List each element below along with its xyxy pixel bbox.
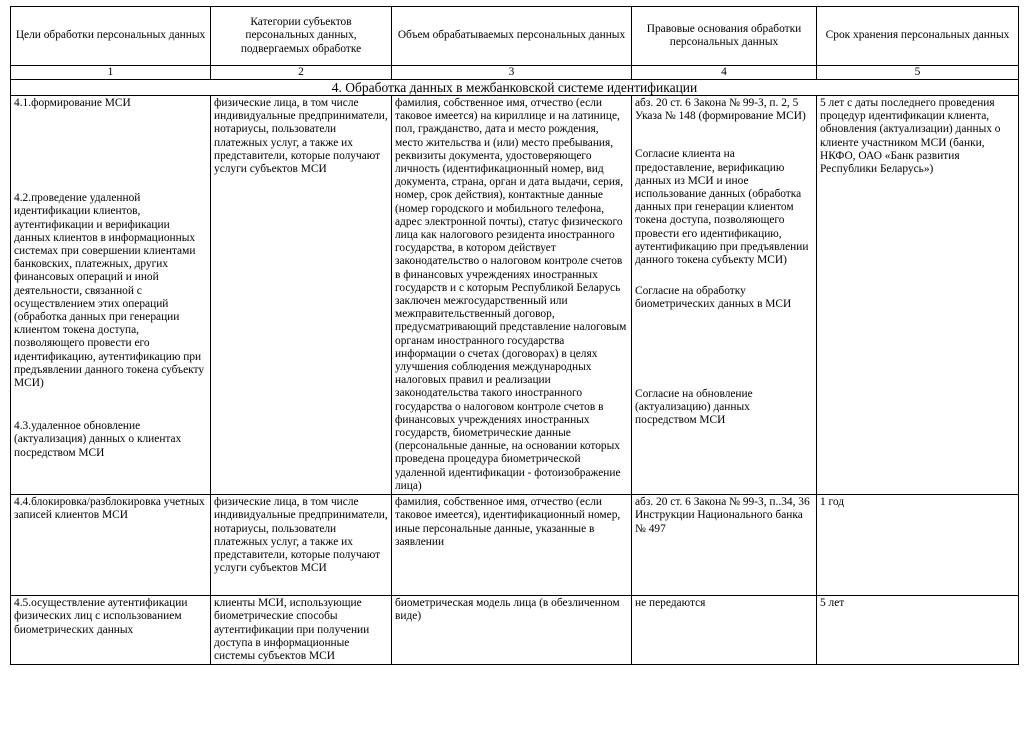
document-page	[10, 6, 1018, 665]
spacer	[14, 110, 207, 192]
header-term: Срок хранения персональных данных	[817, 7, 1019, 66]
purpose-4-2: 4.2.проведение удаленной идентификации клиентов, аутентификации и верификации данных клиентов в информационных системах при совершении клиентами банковских, платежных, других финансовых операций и иной деятельности, связанной с осуществлением этих операций (обработка данных при генерации клиентом токена доступа, позволяющего провести его идентификацию, аутентификацию при предъявлении данного токена субъекту МСИ)	[14, 192, 205, 390]
term-cell: 5 лет	[817, 596, 1019, 665]
subjects-cell: клиенты МСИ, использующие биометрические способы аутентификации при получении доступа в информационные системы субъектов МСИ	[211, 596, 392, 665]
section-row	[11, 80, 1019, 96]
column-number: 1	[11, 66, 211, 80]
legal-cell: не передаются	[632, 596, 817, 665]
table-row	[11, 596, 1019, 665]
section-title: 4. Обработка данных в межбанковской системе идентификации	[11, 80, 1019, 96]
table-row	[11, 495, 1019, 596]
header-volume: Объем обрабатываемых персональных данных	[392, 7, 632, 66]
table-row	[11, 96, 1019, 495]
header-subjects: Категории субъектов персональных данных, подвергаемых обработке	[211, 7, 392, 66]
purpose-cell	[11, 96, 211, 495]
purpose-4-3: 4.3.удаленное обновление (актуализация) данных о клиентах посредством МСИ	[14, 420, 182, 459]
subjects-cell: физические лица, в том числе индивидуальные предприниматели, нотариусы, пользователи платежных услуг, а также их представители, которые получают услуги субъектов МСИ	[211, 495, 392, 596]
legal-basis: абз. 20 ст. 6 Закона № 99-З, п. 2, 5 Указа № 148 (формирование МСИ)	[635, 97, 806, 123]
legal-cell	[632, 96, 817, 495]
volume-cell: биометрическая модель лица (в обезличенном виде)	[392, 596, 632, 665]
term-cell: 1 год	[817, 495, 1019, 596]
term-cell: 5 лет с даты последнего проведения процедур идентификации клиента, обновления (актуализации) данных о клиенте участником МСИ (банки, НКФО, ОАО «Банк развития Республики Беларусь»)	[817, 96, 1019, 495]
purpose-cell: 4.5.осуществление аутентификации физических лиц с использованием биометрических данных	[11, 596, 211, 665]
column-number: 2	[211, 66, 392, 80]
column-number: 5	[817, 66, 1019, 80]
spacer	[635, 267, 813, 285]
spacer	[14, 390, 207, 420]
purpose-4-1: 4.1.формирование МСИ	[14, 97, 131, 109]
header-legal: Правовые основания обработки персональных данных	[632, 7, 817, 66]
subjects-cell: физические лица, в том числе индивидуальные предприниматели, нотариусы, пользователи платежных услуг, а также их представители, которые получают услуги субъектов МСИ	[211, 96, 392, 495]
legal-basis: Согласие клиента на предоставление, верификацию данных из МСИ и иное использование данных (обработка данных при генерации клиентом токена доступа, позволяющего провести его идентификацию, аутентификацию при предъявлении данного токена субъекту МСИ)	[635, 148, 809, 267]
volume-cell: фамилия, собственное имя, отчество (если таковое имеется), идентификационный номер, иные персональные данные, указанные в заявлении	[392, 495, 632, 596]
legal-cell: абз. 20 ст. 6 Закона № 99-З, п..34, 36 Инструкции Национального банка № 497	[632, 495, 817, 596]
legal-basis: Согласие на обработку биометрических данных в МСИ	[635, 285, 792, 311]
spacer	[635, 123, 813, 148]
personal-data-table	[10, 6, 1019, 665]
header-purposes: Цели обработки персональных данных	[11, 7, 211, 66]
purpose-cell: 4.4.блокировка/разблокировка учетных записей клиентов МСИ	[11, 495, 211, 596]
legal-basis: Согласие на обновление (актуализацию) данных посредством МСИ	[635, 387, 753, 427]
header-row	[11, 7, 1019, 66]
spacer	[635, 312, 813, 388]
volume-cell: фамилия, собственное имя, отчество (если таковое имеется) на кириллице и на латинице, пол, гражданство, дата и место рождения, место жительства и (или) место пребывания, реквизиты документа, удостоверяющего личность (идентификационный номер, вид документа, страна, орган и дата выдачи, серия, номер, срок действия), контактные данные (номер городского и мобильного телефона, адрес электронной почты), статус физического лица как налогового резидента иностранного государства, в котором действует законодательство о налоговом контроле счетов в финансовых учреждениях иностранных государств и с которым Республикой Беларусь заключен межгосударственный или межправительственный договор, предусматривающий представление налоговым органам иностранного государства информации о счетах (договорах) в целях улучшения соблюдения международных налоговых правил и реализации законодательства такого иностранного государства о налоговом контроле счетов в финансовых учреждениях иностранных государств, биометрические данные (персональные данные, на основании которых проведена процедура биометрической удаленной идентификации - фотоизображение лица)	[392, 96, 632, 495]
column-number-row	[11, 66, 1019, 80]
column-number: 3	[392, 66, 632, 80]
column-number: 4	[632, 66, 817, 80]
